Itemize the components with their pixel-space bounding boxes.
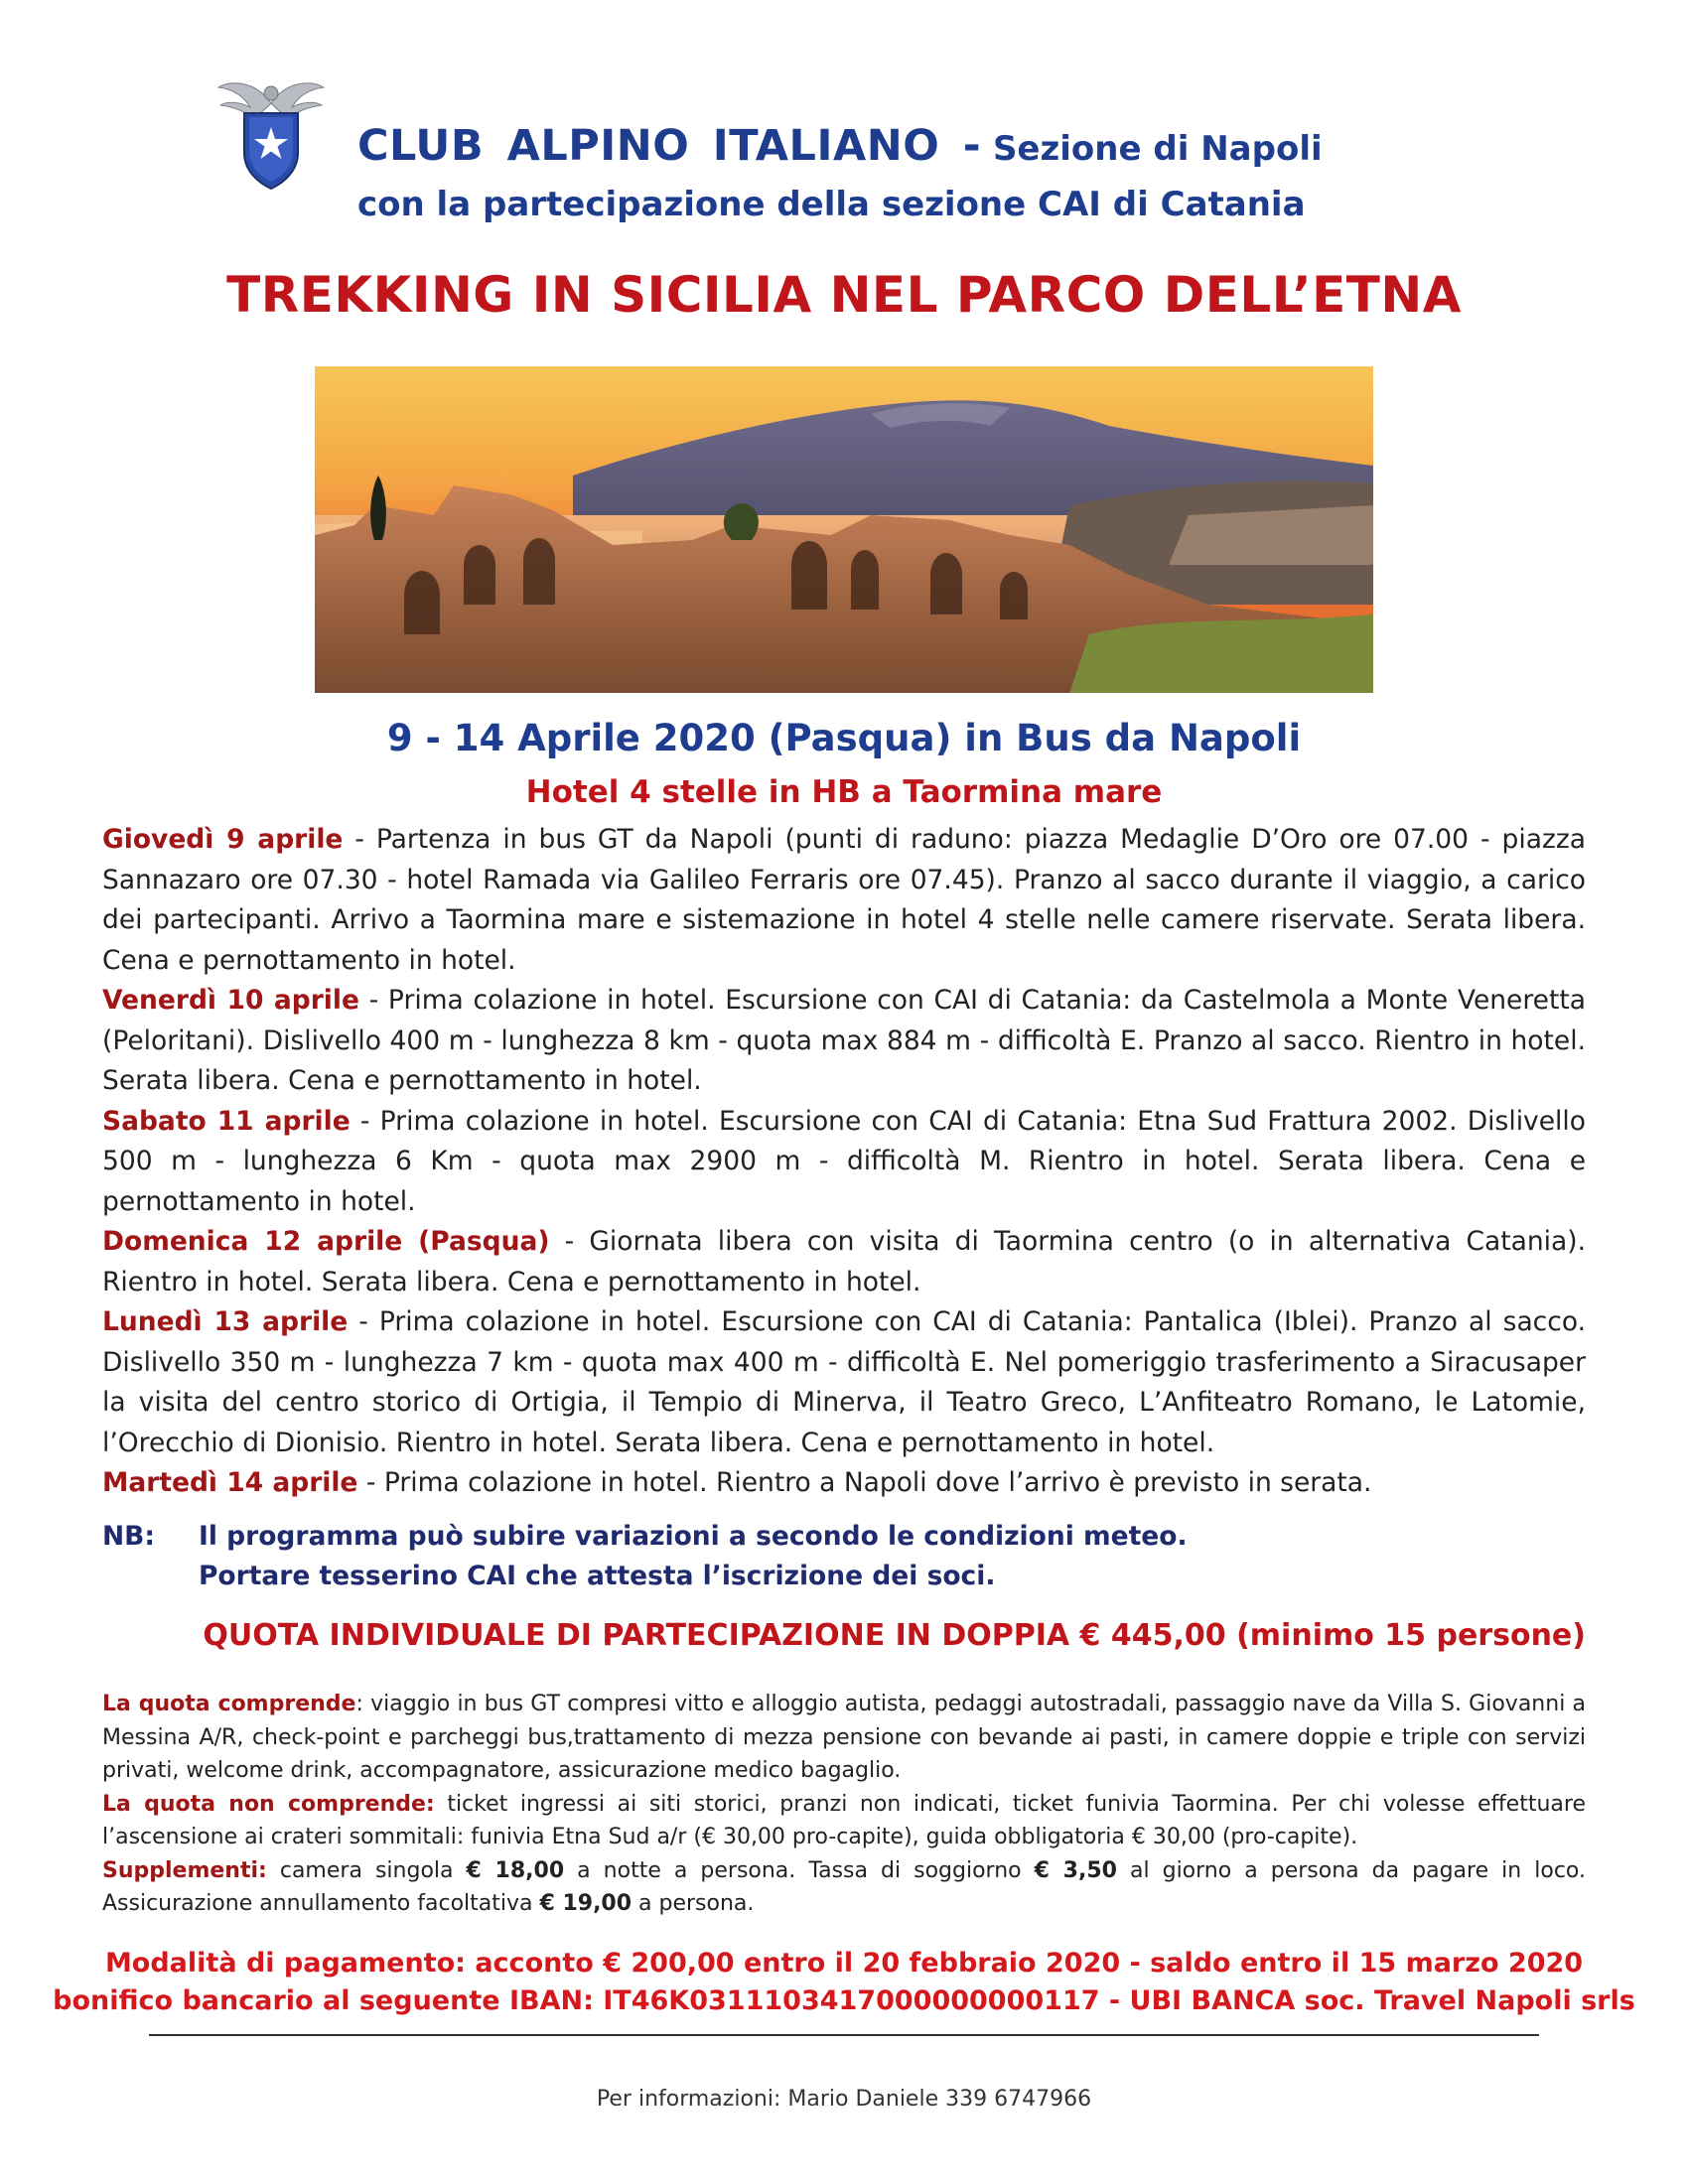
day-label: Lunedì 13 aprile xyxy=(102,1306,349,1337)
bank-transfer-info: bonifico bancario al seguente IBAN: IT46K0311103417000000000117 - UBI BANCA soc. Travel Napoli srls xyxy=(53,1985,1635,2016)
itinerary xyxy=(102,820,1586,1504)
day-description: - Prima colazione in hotel. Escursione con CAI di Catania: Pantalica (Iblei). Pranzo al sacco. Dislivello 350 m - lunghezza 7 km - quota max 400 m - difficoltà E. Nel pomeriggio trasferimento a Siracusaper la visita del centro storico di Ortigia, il Tempio di Minerva, il Teatro Greco, L’Anfiteatro Romano, le Latomie, l’Orecchio di Dionisio. Rientro in hotel. Serata libera. Cena e pernottamento in hotel. xyxy=(102,1306,1586,1458)
trip-dates: 9 - 14 Aprile 2020 (Pasqua) in Bus da Napoli xyxy=(386,717,1302,759)
payment-terms: Modalità di pagamento: acconto € 200,00 entro il 20 febbraio 2020 - saldo entro il 15 marzo 2020 xyxy=(104,1948,1584,1979)
day-label: Martedì 14 aprile xyxy=(102,1467,358,1498)
day-description: - Giornata libera con visita di Taormina centro (o in alternativa Catania). Rientro in hotel. Serata libera. Cena e pernottamento in hotel. xyxy=(102,1226,1587,1297)
note-weather: Il programma può subire variazioni a secondo le condizioni meteo. xyxy=(199,1521,1188,1552)
page-title: TREKKING IN SICILIA NEL PARCO DELL’ETNA xyxy=(226,266,1462,324)
day-description: - Prima colazione in hotel. Escursione con CAI di Catania: Etna Sud Frattura 2002. Dislivello 500 m - lunghezza 6 Km - quota max 2900 m - difficoltà M. Rientro in hotel. Serata libera. Cena e pernottamento in hotel. xyxy=(102,1105,1586,1217)
itinerary-day xyxy=(102,1463,1586,1504)
day-label: Venerdì 10 aprile xyxy=(102,985,359,1016)
organization-heading xyxy=(357,121,1323,171)
supplements-text: al giorno a persona da pagare in loco. Assicurazione annullamento facoltativa xyxy=(102,1857,1586,1916)
itinerary-day xyxy=(102,981,1586,1102)
supplements-text: a notte a persona. Tassa di soggiorno xyxy=(564,1857,1035,1883)
insurance-price: € 19,00 xyxy=(539,1891,633,1916)
day-description: - Prima colazione in hotel. Escursione con CAI di Catania: da Castelmola a Monte Veneretta (Peloritani). Dislivello 400 m - lunghezza 8 km - quota max 884 m - difficoltà E. Pranzo al sacco. Rientro in hotel. Serata libera. Cena e pernottamento in hotel. xyxy=(102,985,1586,1096)
day-description: - Prima colazione in hotel. Rientro a Napoli dove l’arrivo è previsto in serata. xyxy=(357,1467,1372,1498)
day-label: Giovedì 9 aprile xyxy=(102,824,344,855)
hotel-info: Hotel 4 stelle in HB a Taormina mare xyxy=(525,774,1163,810)
excludes-text: ticket ingressi ai siti storici, pranzi non indicati, ticket funivia Taormina. Per chi volesse effettuare l’ascensione ai crateri sommitali: funivia Etna Sud a/r (€ 30,00 pro-capite), guida obbligatoria € 30,00 (pro-capite). xyxy=(102,1791,1586,1849)
includes-label: La quota comprende xyxy=(102,1692,356,1716)
itinerary-day xyxy=(102,1222,1586,1302)
includes-text: : viaggio in bus GT compresi vitto e alloggio autista, pedaggi autostradali, passaggio nave da Villa S. Giovanni a Messina A/R, check-point e parcheggi bus,trattamento di mezza pensione con bevande ai pasti, in camere doppie e triple con servizi privati, welcome drink, accompagnatore, assicurazione medico bagaglio. xyxy=(102,1692,1587,1783)
itinerary-day xyxy=(102,820,1586,981)
price-heading: QUOTA INDIVIDUALE DI PARTECIPAZIONE IN DOPPIA € 445,00 (minimo 15 persone) xyxy=(203,1618,1586,1653)
tourist-tax-price: € 3,50 xyxy=(1034,1857,1117,1883)
contact-info: Per informazioni: Mario Daniele 339 6747966 xyxy=(596,2087,1092,2112)
notes-label: NB: xyxy=(102,1521,155,1552)
supplements-paragraph xyxy=(102,1854,1586,1921)
organization-subtitle: con la partecipazione della sezione CAI di Catania xyxy=(357,185,1306,224)
notes xyxy=(102,1517,1586,1596)
organization-section: Sezione di Napoli xyxy=(981,129,1323,169)
day-label: Domenica 12 aprile (Pasqua) xyxy=(102,1226,550,1257)
note-membership: Portare tesserino CAI che attesta l’iscrizione dei soci. xyxy=(199,1561,996,1591)
conditions xyxy=(102,1688,1586,1921)
excludes-paragraph xyxy=(102,1788,1586,1854)
itinerary-day xyxy=(102,1302,1586,1463)
excludes-label: La quota non comprende: xyxy=(102,1791,435,1817)
supplements-label: Supplementi: xyxy=(102,1857,267,1883)
supplements-text: camera singola xyxy=(266,1857,467,1883)
divider xyxy=(149,2034,1539,2036)
includes-paragraph xyxy=(102,1688,1586,1788)
itinerary-day xyxy=(102,1102,1586,1223)
cai-logo xyxy=(216,73,326,193)
supplements-text: a persona. xyxy=(632,1891,755,1916)
day-description: - Partenza in bus GT da Napoli (punti di raduno: piazza Medaglie D’Oro ore 07.00 - piazza Sannazaro ore 07.30 - hotel Ramada via Galileo Ferraris ore 07.45). Pranzo al sacco durante il viaggio, a carico dei partecipanti. Arrivo a Taormina mare e sistemazione in hotel 4 stelle nelle camere riservate. Serata libera. Cena e pernottamento in hotel. xyxy=(102,824,1586,976)
day-label: Sabato 11 aprile xyxy=(102,1105,351,1137)
single-room-price: € 18,00 xyxy=(466,1857,565,1883)
organization-name: CLUB ALPINO ITALIANO - xyxy=(357,121,982,171)
hero-image xyxy=(315,366,1373,693)
